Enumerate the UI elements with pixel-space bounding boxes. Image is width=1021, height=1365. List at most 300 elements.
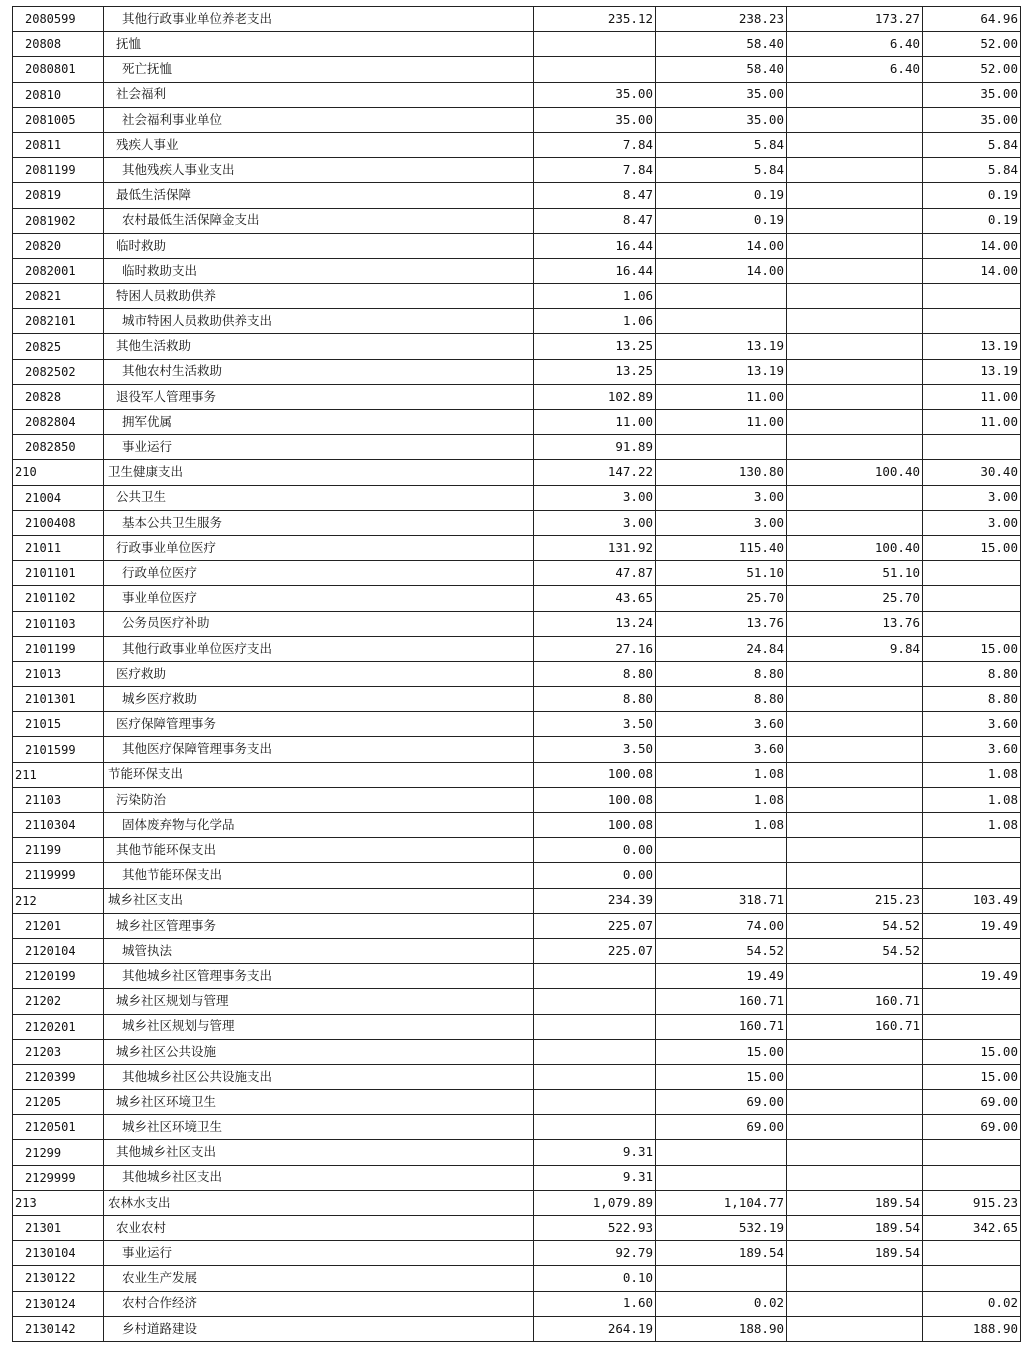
subject-code-cell: 20810: [13, 82, 104, 107]
amount-cell-c4: 3.00: [923, 510, 1021, 535]
amount-cell-c2: [656, 435, 787, 460]
table-row: [13, 535, 1021, 560]
amount-cell-c2: 8.80: [656, 687, 787, 712]
amount-cell-c4: 3.60: [923, 712, 1021, 737]
amount-cell-c3: 6.40: [787, 32, 923, 57]
amount-cell-c4: 15.00: [923, 636, 1021, 661]
subject-name-cell: 城乡社区环境卫生: [104, 1090, 534, 1115]
amount-cell-c2: 318.71: [656, 888, 787, 913]
amount-cell-c4: 69.00: [923, 1090, 1021, 1115]
table-row: [13, 964, 1021, 989]
subject-code-cell: 21301: [13, 1216, 104, 1241]
amount-cell-c4: 1.08: [923, 787, 1021, 812]
table-row: [13, 309, 1021, 334]
subject-code-cell: 2101199: [13, 636, 104, 661]
table-row: [13, 661, 1021, 686]
amount-cell-c3: [787, 158, 923, 183]
amount-cell-c4: 0.19: [923, 208, 1021, 233]
amount-cell-c1: 3.00: [534, 510, 656, 535]
amount-cell-c2: 54.52: [656, 938, 787, 963]
amount-cell-c1: 92.79: [534, 1241, 656, 1266]
amount-cell-c3: [787, 787, 923, 812]
subject-name-cell: 卫生健康支出: [104, 460, 534, 485]
table-row: [13, 813, 1021, 838]
subject-code-cell: 2100408: [13, 510, 104, 535]
amount-cell-c4: [923, 1266, 1021, 1291]
amount-cell-c4: 8.80: [923, 687, 1021, 712]
amount-cell-c1: 102.89: [534, 384, 656, 409]
amount-cell-c1: 13.25: [534, 359, 656, 384]
subject-code-cell: 2130124: [13, 1291, 104, 1316]
table-row: [13, 384, 1021, 409]
table-row: [13, 586, 1021, 611]
amount-cell-c2: [656, 1165, 787, 1190]
subject-name-cell: 事业单位医疗: [104, 586, 534, 611]
amount-cell-c4: 19.49: [923, 913, 1021, 938]
table-row: [13, 158, 1021, 183]
amount-cell-c1: 35.00: [534, 107, 656, 132]
amount-cell-c4: [923, 1165, 1021, 1190]
table-row: [13, 1140, 1021, 1165]
amount-cell-c4: 915.23: [923, 1190, 1021, 1215]
subject-name-cell: 临时救助支出: [104, 258, 534, 283]
amount-cell-c3: [787, 1140, 923, 1165]
table-row: [13, 611, 1021, 636]
subject-code-cell: 21015: [13, 712, 104, 737]
table-row: [13, 183, 1021, 208]
subject-code-cell: 21201: [13, 913, 104, 938]
subject-name-cell: 农村合作经济: [104, 1291, 534, 1316]
amount-cell-c3: [787, 762, 923, 787]
subject-code-cell: 21013: [13, 661, 104, 686]
subject-name-cell: 公务员医疗补助: [104, 611, 534, 636]
table-row: [13, 1291, 1021, 1316]
table-row: [13, 687, 1021, 712]
expenditure-table: [12, 6, 1021, 1342]
subject-code-cell: 2082001: [13, 258, 104, 283]
subject-code-cell: 20820: [13, 233, 104, 258]
amount-cell-c4: [923, 1241, 1021, 1266]
subject-code-cell: 21299: [13, 1140, 104, 1165]
amount-cell-c2: [656, 863, 787, 888]
subject-code-cell: 2130104: [13, 1241, 104, 1266]
subject-code-cell: 213: [13, 1190, 104, 1215]
table-row: [13, 989, 1021, 1014]
amount-cell-c1: 13.24: [534, 611, 656, 636]
table-row: [13, 1190, 1021, 1215]
amount-cell-c2: 74.00: [656, 913, 787, 938]
amount-cell-c1: [534, 964, 656, 989]
amount-cell-c2: 532.19: [656, 1216, 787, 1241]
amount-cell-c3: [787, 359, 923, 384]
amount-cell-c4: [923, 435, 1021, 460]
amount-cell-c3: 189.54: [787, 1216, 923, 1241]
amount-cell-c2: 19.49: [656, 964, 787, 989]
amount-cell-c4: 19.49: [923, 964, 1021, 989]
amount-cell-c2: 1.08: [656, 762, 787, 787]
amount-cell-c4: [923, 1140, 1021, 1165]
amount-cell-c1: 225.07: [534, 913, 656, 938]
table-row: [13, 787, 1021, 812]
amount-cell-c3: [787, 687, 923, 712]
table-row: [13, 1039, 1021, 1064]
amount-cell-c3: [787, 1090, 923, 1115]
subject-name-cell: 农业生产发展: [104, 1266, 534, 1291]
subject-name-cell: 其他医疗保障管理事务支出: [104, 737, 534, 762]
table-row: [13, 57, 1021, 82]
amount-cell-c3: [787, 132, 923, 157]
amount-cell-c2: [656, 1140, 787, 1165]
subject-name-cell: 其他农村生活救助: [104, 359, 534, 384]
amount-cell-c2: 15.00: [656, 1064, 787, 1089]
amount-cell-c4: 3.60: [923, 737, 1021, 762]
amount-cell-c4: [923, 561, 1021, 586]
amount-cell-c1: 3.00: [534, 485, 656, 510]
subject-name-cell: 节能环保支出: [104, 762, 534, 787]
amount-cell-c3: [787, 838, 923, 863]
amount-cell-c3: [787, 964, 923, 989]
amount-cell-c3: [787, 258, 923, 283]
subject-name-cell: 拥军优属: [104, 410, 534, 435]
amount-cell-c1: 234.39: [534, 888, 656, 913]
amount-cell-c3: [787, 1115, 923, 1140]
table-row: [13, 737, 1021, 762]
subject-name-cell: 残疾人事业: [104, 132, 534, 157]
table-row: [13, 1266, 1021, 1291]
subject-name-cell: 城乡社区支出: [104, 888, 534, 913]
amount-cell-c1: 264.19: [534, 1316, 656, 1341]
subject-code-cell: 20828: [13, 384, 104, 409]
amount-cell-c2: 3.00: [656, 485, 787, 510]
subject-code-cell: 2101101: [13, 561, 104, 586]
amount-cell-c4: 52.00: [923, 57, 1021, 82]
subject-name-cell: 抚恤: [104, 32, 534, 57]
table-row: [13, 712, 1021, 737]
table-row: [13, 838, 1021, 863]
subject-name-cell: 其他行政事业单位养老支出: [104, 7, 534, 32]
amount-cell-c2: 25.70: [656, 586, 787, 611]
amount-cell-c2: 13.76: [656, 611, 787, 636]
amount-cell-c3: [787, 435, 923, 460]
table-row: [13, 888, 1021, 913]
amount-cell-c3: 100.40: [787, 460, 923, 485]
table-row: [13, 258, 1021, 283]
amount-cell-c3: [787, 485, 923, 510]
amount-cell-c4: 1.08: [923, 813, 1021, 838]
amount-cell-c1: 3.50: [534, 712, 656, 737]
subject-name-cell: 农业农村: [104, 1216, 534, 1241]
amount-cell-c2: 35.00: [656, 107, 787, 132]
table-row: [13, 32, 1021, 57]
amount-cell-c2: 69.00: [656, 1115, 787, 1140]
amount-cell-c3: 13.76: [787, 611, 923, 636]
subject-code-cell: 2082101: [13, 309, 104, 334]
subject-name-cell: 其他行政事业单位医疗支出: [104, 636, 534, 661]
table-row: [13, 410, 1021, 435]
amount-cell-c1: 16.44: [534, 233, 656, 258]
table-row: [13, 1014, 1021, 1039]
amount-cell-c2: 160.71: [656, 1014, 787, 1039]
amount-cell-c1: 7.84: [534, 158, 656, 183]
amount-cell-c1: [534, 1064, 656, 1089]
subject-code-cell: 2082850: [13, 435, 104, 460]
amount-cell-c1: 8.47: [534, 208, 656, 233]
table-row: [13, 284, 1021, 309]
subject-name-cell: 固体废弃物与化学品: [104, 813, 534, 838]
amount-cell-c1: [534, 1115, 656, 1140]
subject-name-cell: 其他城乡社区支出: [104, 1140, 534, 1165]
amount-cell-c3: [787, 82, 923, 107]
amount-cell-c1: 43.65: [534, 586, 656, 611]
subject-name-cell: 其他节能环保支出: [104, 838, 534, 863]
amount-cell-c2: 1.08: [656, 787, 787, 812]
amount-cell-c1: 235.12: [534, 7, 656, 32]
table-row: [13, 510, 1021, 535]
subject-name-cell: 城管执法: [104, 938, 534, 963]
amount-cell-c2: 8.80: [656, 661, 787, 686]
amount-cell-c4: 188.90: [923, 1316, 1021, 1341]
amount-cell-c1: 8.80: [534, 661, 656, 686]
subject-name-cell: 其他城乡社区公共设施支出: [104, 1064, 534, 1089]
subject-name-cell: 污染防治: [104, 787, 534, 812]
amount-cell-c2: 24.84: [656, 636, 787, 661]
subject-name-cell: 城乡社区公共设施: [104, 1039, 534, 1064]
subject-name-cell: 事业运行: [104, 1241, 534, 1266]
table-row: [13, 762, 1021, 787]
table-row: [13, 636, 1021, 661]
amount-cell-c2: 0.19: [656, 208, 787, 233]
amount-cell-c2: 58.40: [656, 57, 787, 82]
amount-cell-c3: [787, 712, 923, 737]
amount-cell-c4: 13.19: [923, 334, 1021, 359]
amount-cell-c3: [787, 233, 923, 258]
amount-cell-c2: 13.19: [656, 334, 787, 359]
amount-cell-c4: 15.00: [923, 1039, 1021, 1064]
amount-cell-c1: 11.00: [534, 410, 656, 435]
amount-cell-c1: 100.08: [534, 762, 656, 787]
amount-cell-c1: 100.08: [534, 813, 656, 838]
table-row: [13, 938, 1021, 963]
amount-cell-c3: 9.84: [787, 636, 923, 661]
amount-cell-c3: [787, 1064, 923, 1089]
table-row: [13, 359, 1021, 384]
amount-cell-c2: 35.00: [656, 82, 787, 107]
amount-cell-c3: [787, 309, 923, 334]
subject-code-cell: 2081902: [13, 208, 104, 233]
amount-cell-c2: [656, 284, 787, 309]
amount-cell-c2: 0.19: [656, 183, 787, 208]
subject-code-cell: 2081005: [13, 107, 104, 132]
subject-name-cell: 城乡社区规划与管理: [104, 1014, 534, 1039]
subject-code-cell: 212: [13, 888, 104, 913]
amount-cell-c4: 11.00: [923, 410, 1021, 435]
subject-code-cell: 2082502: [13, 359, 104, 384]
amount-cell-c1: 225.07: [534, 938, 656, 963]
amount-cell-c2: [656, 1266, 787, 1291]
subject-code-cell: 211: [13, 762, 104, 787]
amount-cell-c1: 16.44: [534, 258, 656, 283]
amount-cell-c2: 0.02: [656, 1291, 787, 1316]
amount-cell-c2: 11.00: [656, 384, 787, 409]
amount-cell-c4: 13.19: [923, 359, 1021, 384]
amount-cell-c1: [534, 1014, 656, 1039]
amount-cell-c1: [534, 989, 656, 1014]
amount-cell-c4: 30.40: [923, 460, 1021, 485]
subject-code-cell: 21103: [13, 787, 104, 812]
table-row: [13, 107, 1021, 132]
amount-cell-c3: [787, 1039, 923, 1064]
amount-cell-c3: [787, 410, 923, 435]
amount-cell-c3: [787, 384, 923, 409]
amount-cell-c1: 9.31: [534, 1140, 656, 1165]
subject-name-cell: 城乡社区环境卫生: [104, 1115, 534, 1140]
subject-name-cell: 其他生活救助: [104, 334, 534, 359]
table-row: [13, 435, 1021, 460]
amount-cell-c2: 14.00: [656, 233, 787, 258]
subject-name-cell: 退役军人管理事务: [104, 384, 534, 409]
amount-cell-c2: [656, 838, 787, 863]
amount-cell-c3: [787, 1165, 923, 1190]
amount-cell-c2: 188.90: [656, 1316, 787, 1341]
subject-code-cell: 2082804: [13, 410, 104, 435]
amount-cell-c2: [656, 309, 787, 334]
amount-cell-c3: 6.40: [787, 57, 923, 82]
amount-cell-c4: 0.02: [923, 1291, 1021, 1316]
amount-cell-c4: 11.00: [923, 384, 1021, 409]
amount-cell-c3: [787, 510, 923, 535]
amount-cell-c2: 189.54: [656, 1241, 787, 1266]
table-row: [13, 1115, 1021, 1140]
table-row: [13, 1165, 1021, 1190]
table-row: [13, 334, 1021, 359]
amount-cell-c3: 189.54: [787, 1241, 923, 1266]
amount-cell-c3: 25.70: [787, 586, 923, 611]
amount-cell-c4: 103.49: [923, 888, 1021, 913]
amount-cell-c3: [787, 284, 923, 309]
subject-code-cell: 21011: [13, 535, 104, 560]
amount-cell-c2: 3.60: [656, 737, 787, 762]
subject-code-cell: 21202: [13, 989, 104, 1014]
table-row: [13, 7, 1021, 32]
subject-code-cell: 2081199: [13, 158, 104, 183]
amount-cell-c4: [923, 284, 1021, 309]
table-row: [13, 1316, 1021, 1341]
subject-name-cell: 城乡社区规划与管理: [104, 989, 534, 1014]
subject-name-cell: 城市特困人员救助供养支出: [104, 309, 534, 334]
subject-name-cell: 基本公共卫生服务: [104, 510, 534, 535]
amount-cell-c1: [534, 1039, 656, 1064]
subject-name-cell: 农村最低生活保障金支出: [104, 208, 534, 233]
amount-cell-c2: 58.40: [656, 32, 787, 57]
subject-name-cell: 医疗保障管理事务: [104, 712, 534, 737]
subject-name-cell: 城乡医疗救助: [104, 687, 534, 712]
subject-name-cell: 最低生活保障: [104, 183, 534, 208]
amount-cell-c3: [787, 334, 923, 359]
amount-cell-c1: 8.47: [534, 183, 656, 208]
subject-code-cell: 2120104: [13, 938, 104, 963]
table-row: [13, 1216, 1021, 1241]
amount-cell-c1: 0.00: [534, 838, 656, 863]
amount-cell-c3: 54.52: [787, 913, 923, 938]
amount-cell-c4: 14.00: [923, 233, 1021, 258]
amount-cell-c3: [787, 1266, 923, 1291]
subject-code-cell: 2110304: [13, 813, 104, 838]
amount-cell-c2: 15.00: [656, 1039, 787, 1064]
table-body: [13, 7, 1021, 1342]
subject-code-cell: 2080599: [13, 7, 104, 32]
table-row: [13, 460, 1021, 485]
subject-name-cell: 行政单位医疗: [104, 561, 534, 586]
amount-cell-c4: [923, 586, 1021, 611]
amount-cell-c1: 1,079.89: [534, 1190, 656, 1215]
amount-cell-c3: 51.10: [787, 561, 923, 586]
table-row: [13, 1241, 1021, 1266]
amount-cell-c4: 1.08: [923, 762, 1021, 787]
amount-cell-c1: 91.89: [534, 435, 656, 460]
amount-cell-c1: 0.10: [534, 1266, 656, 1291]
amount-cell-c2: 5.84: [656, 132, 787, 157]
amount-cell-c2: 115.40: [656, 535, 787, 560]
subject-name-cell: 行政事业单位医疗: [104, 535, 534, 560]
amount-cell-c3: 173.27: [787, 7, 923, 32]
amount-cell-c4: 5.84: [923, 132, 1021, 157]
subject-code-cell: 2101103: [13, 611, 104, 636]
amount-cell-c1: 3.50: [534, 737, 656, 762]
amount-cell-c3: [787, 208, 923, 233]
amount-cell-c3: [787, 1316, 923, 1341]
subject-code-cell: 210: [13, 460, 104, 485]
amount-cell-c4: [923, 989, 1021, 1014]
amount-cell-c4: 8.80: [923, 661, 1021, 686]
amount-cell-c2: 1,104.77: [656, 1190, 787, 1215]
subject-code-cell: 21199: [13, 838, 104, 863]
amount-cell-c3: [787, 183, 923, 208]
subject-code-cell: 21004: [13, 485, 104, 510]
subject-name-cell: 临时救助: [104, 233, 534, 258]
amount-cell-c4: [923, 938, 1021, 963]
subject-code-cell: 20811: [13, 132, 104, 157]
subject-code-cell: 20825: [13, 334, 104, 359]
amount-cell-c1: 1.06: [534, 284, 656, 309]
amount-cell-c2: 3.60: [656, 712, 787, 737]
subject-code-cell: 20808: [13, 32, 104, 57]
subject-code-cell: 2119999: [13, 863, 104, 888]
amount-cell-c3: [787, 737, 923, 762]
amount-cell-c3: [787, 107, 923, 132]
subject-name-cell: 其他节能环保支出: [104, 863, 534, 888]
subject-name-cell: 医疗救助: [104, 661, 534, 686]
amount-cell-c1: [534, 32, 656, 57]
amount-cell-c1: 27.16: [534, 636, 656, 661]
table-row: [13, 561, 1021, 586]
subject-code-cell: 2120201: [13, 1014, 104, 1039]
amount-cell-c1: 47.87: [534, 561, 656, 586]
table-row: [13, 913, 1021, 938]
amount-cell-c1: 9.31: [534, 1165, 656, 1190]
amount-cell-c4: 15.00: [923, 1064, 1021, 1089]
subject-code-cell: 20819: [13, 183, 104, 208]
subject-code-cell: 21203: [13, 1039, 104, 1064]
amount-cell-c4: [923, 309, 1021, 334]
amount-cell-c1: 100.08: [534, 787, 656, 812]
amount-cell-c3: 189.54: [787, 1190, 923, 1215]
subject-name-cell: 其他城乡社区支出: [104, 1165, 534, 1190]
amount-cell-c4: 15.00: [923, 535, 1021, 560]
amount-cell-c3: 100.40: [787, 535, 923, 560]
amount-cell-c2: 160.71: [656, 989, 787, 1014]
subject-name-cell: 事业运行: [104, 435, 534, 460]
subject-name-cell: 社会福利事业单位: [104, 107, 534, 132]
